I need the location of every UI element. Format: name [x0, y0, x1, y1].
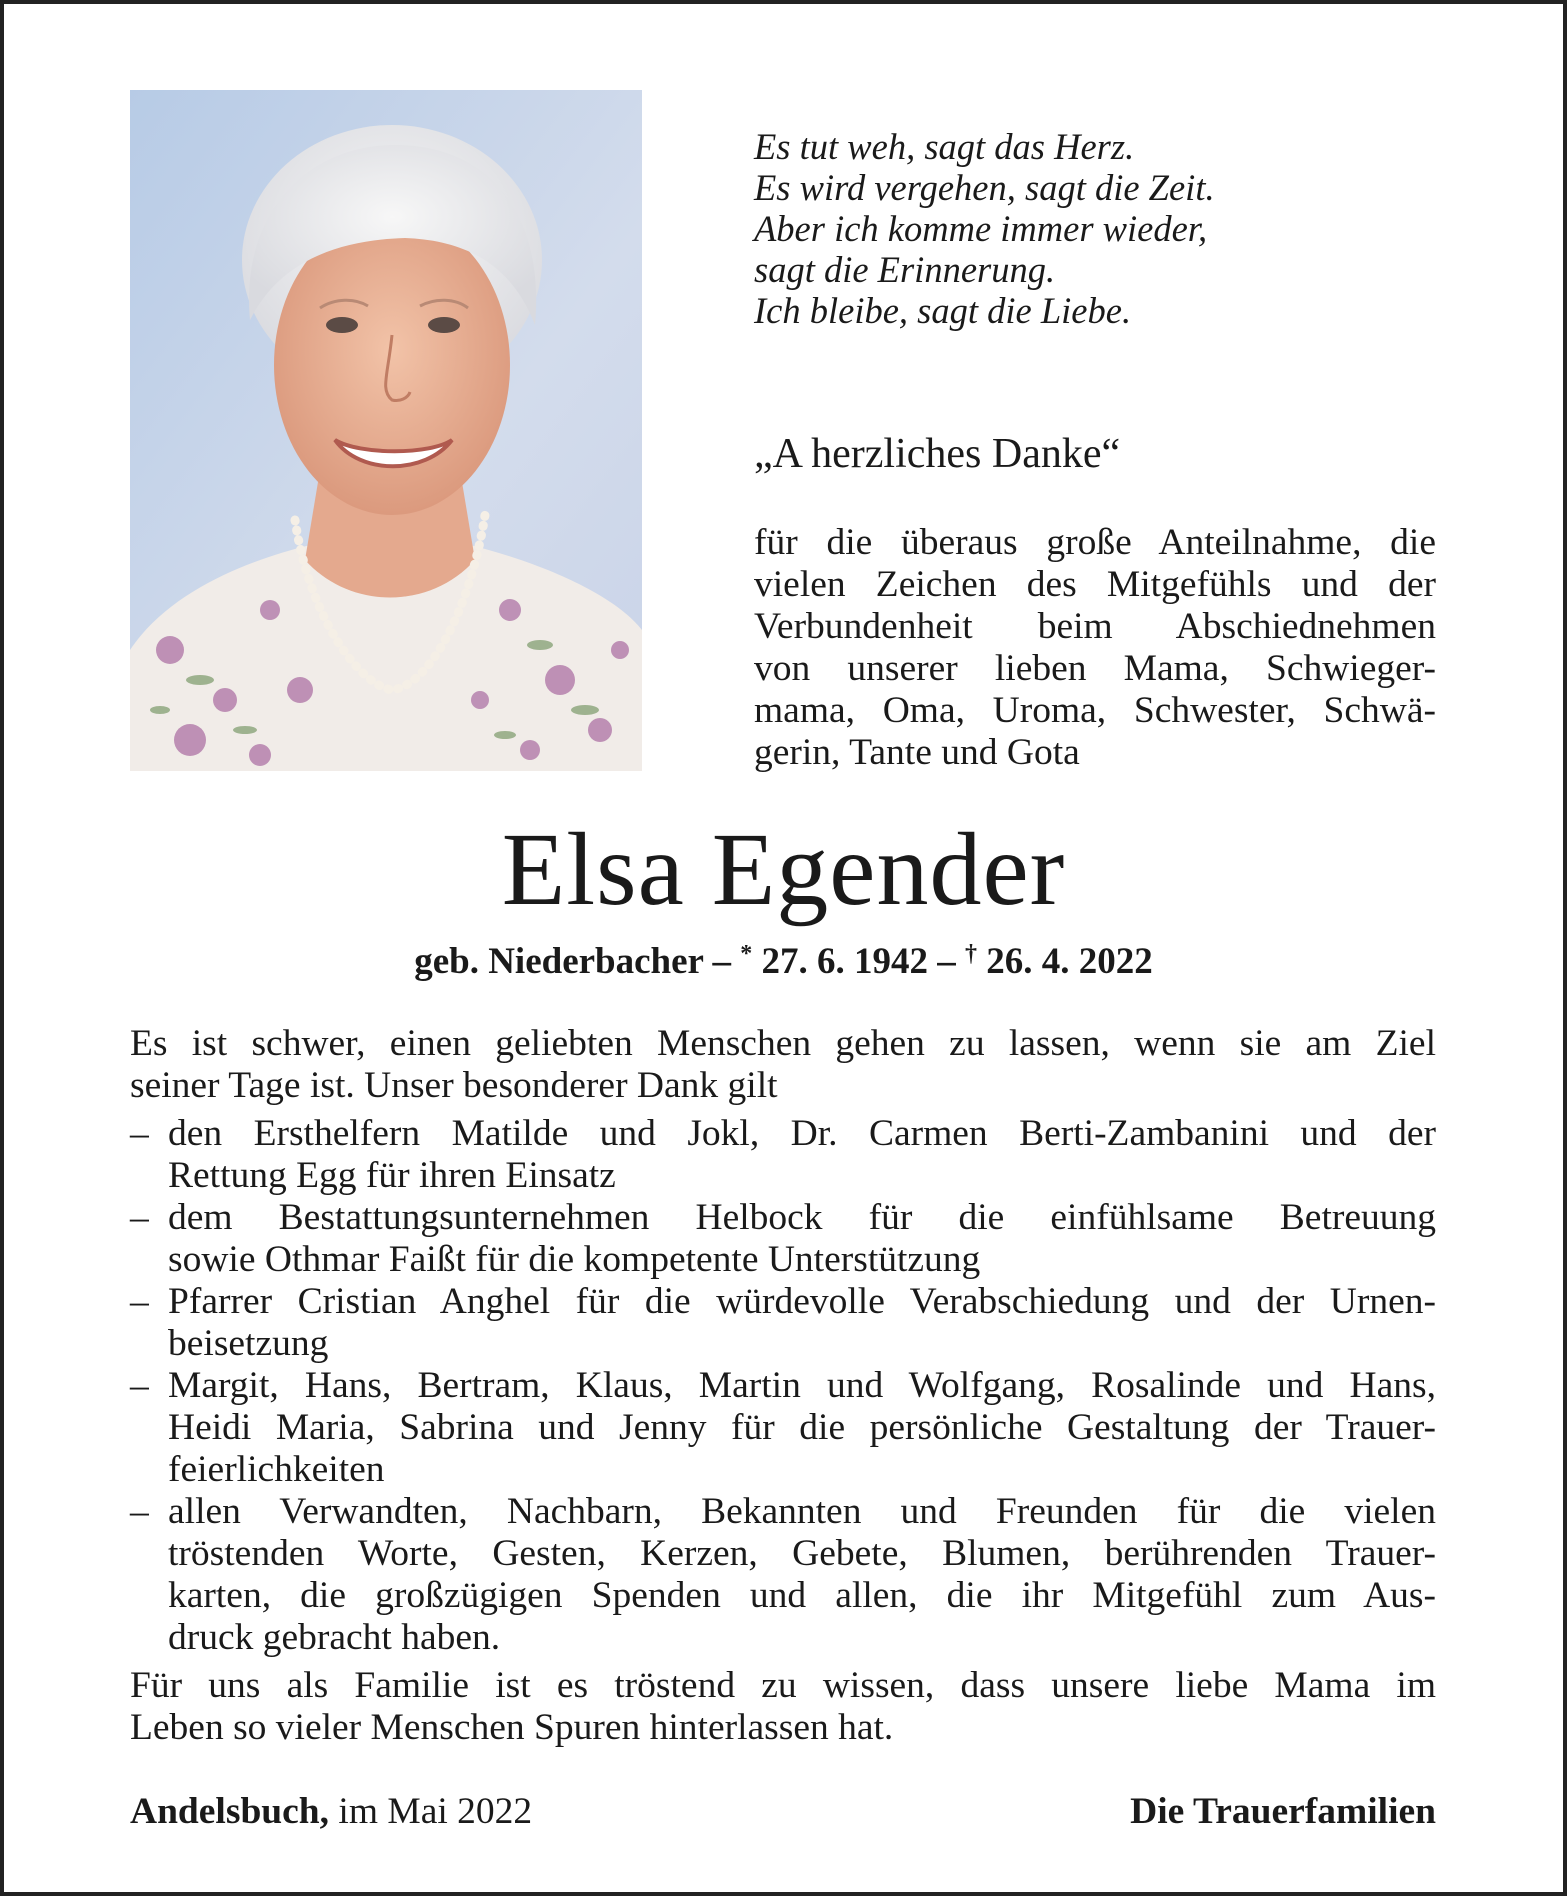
thanks-paragraph	[754, 522, 1436, 774]
portrait-photo	[130, 90, 642, 771]
thanks-line: von unserer lieben Mama, Schwieger-	[754, 648, 1436, 689]
text-line: feierlichkeiten	[168, 1449, 385, 1490]
list-item	[130, 1281, 1436, 1365]
birth-star-icon: *	[740, 941, 753, 967]
date: im Mai 2022	[329, 1791, 533, 1832]
dash-bullet: –	[130, 1281, 149, 1322]
poem-line: Aber ich komme immer wieder,	[754, 208, 1208, 249]
dash-bullet: –	[130, 1113, 149, 1154]
list-item	[130, 1365, 1436, 1491]
text-line: beisetzung	[168, 1323, 329, 1364]
intro-paragraph	[130, 1023, 1436, 1107]
death-date: 26. 4. 2022	[977, 941, 1153, 982]
list-item	[130, 1491, 1436, 1659]
deceased-name: Elsa Egender	[501, 812, 1066, 927]
text-line: Leben so vieler Menschen Spuren hinterlassen hat.	[130, 1707, 894, 1748]
maiden-name: geb. Niederbacher	[414, 941, 704, 982]
separator: –	[703, 941, 741, 982]
poem-line: sagt die Erinnerung.	[754, 249, 1056, 290]
poem	[754, 126, 1215, 331]
thanks-line: gerin, Tante und Gota	[754, 732, 1080, 773]
text-line: dem Bestattungsunternehmen Helbock für die einfühlsame Betreuung	[168, 1197, 1436, 1238]
place-date	[130, 1790, 532, 1833]
text-line: sowie Othmar Faißt für die kompetente Unterstützung	[168, 1239, 981, 1280]
text-line: Rettung Egg für ihren Einsatz	[168, 1155, 616, 1196]
list-item	[130, 1113, 1436, 1197]
poem-line: Ich bleibe, sagt die Liebe.	[754, 290, 1132, 331]
list-item	[130, 1197, 1436, 1281]
thanks-line: Verbundenheit beim Abschiednehmen	[754, 606, 1436, 647]
text-line: Margit, Hans, Bertram, Klaus, Martin und Wolfgang, Rosalinde und Hans,	[168, 1365, 1436, 1406]
poem-line: Es tut weh, sagt das Herz.	[754, 126, 1135, 167]
text-line: allen Verwandten, Nachbarn, Bekannten und Freunden für die vielen	[168, 1491, 1436, 1532]
dash-bullet: –	[130, 1197, 149, 1238]
separator: –	[928, 941, 966, 982]
closing-paragraph	[130, 1665, 1436, 1749]
body-text	[130, 1023, 1436, 1749]
birth-death-line	[0, 940, 1567, 983]
thanks-line: für die überaus große Anteilnahme, die	[754, 522, 1436, 563]
dash-bullet: –	[130, 1491, 149, 1532]
text-line: Heidi Maria, Sabrina und Jenny für die persönliche Gestaltung der Trauer-	[168, 1407, 1436, 1448]
text-line: Pfarrer Cristian Anghel für die würdevolle Verabschiedung und der Urnen-	[168, 1281, 1436, 1322]
dash-bullet: –	[130, 1365, 149, 1406]
text-line: seiner Tage ist. Unser besonderer Dank gilt	[130, 1065, 778, 1106]
death-cross-icon: †	[965, 941, 978, 967]
text-line: druck gebracht haben.	[168, 1617, 501, 1658]
thanks-heading: „A herzliches Danke“	[754, 431, 1121, 477]
signature: Die Trauerfamilien	[1130, 1791, 1436, 1832]
text-line: karten, die großzügigen Spenden und allen, die ihr Mitgefühl zum Aus-	[168, 1575, 1436, 1616]
birth-date: 27. 6. 1942	[752, 941, 929, 982]
text-line: den Ersthelfern Matilde und Jokl, Dr. Carmen Berti-Zambanini und der	[168, 1113, 1436, 1154]
text-line: Für uns als Familie ist es tröstend zu wissen, dass unsere liebe Mama im	[130, 1665, 1436, 1706]
poem-line: Es wird vergehen, sagt die Zeit.	[754, 167, 1215, 208]
thanks-list	[130, 1113, 1436, 1659]
place: Andelsbuch,	[130, 1791, 330, 1832]
text-line: tröstenden Worte, Gesten, Kerzen, Gebete, Blumen, berührenden Trauer-	[168, 1533, 1436, 1574]
text-line: Es ist schwer, einen geliebten Menschen gehen zu lassen, wenn sie am Ziel	[130, 1023, 1436, 1064]
thanks-line: vielen Zeichen des Mitgefühls und der	[754, 564, 1436, 605]
thanks-line: mama, Oma, Uroma, Schwester, Schwä-	[754, 690, 1436, 731]
